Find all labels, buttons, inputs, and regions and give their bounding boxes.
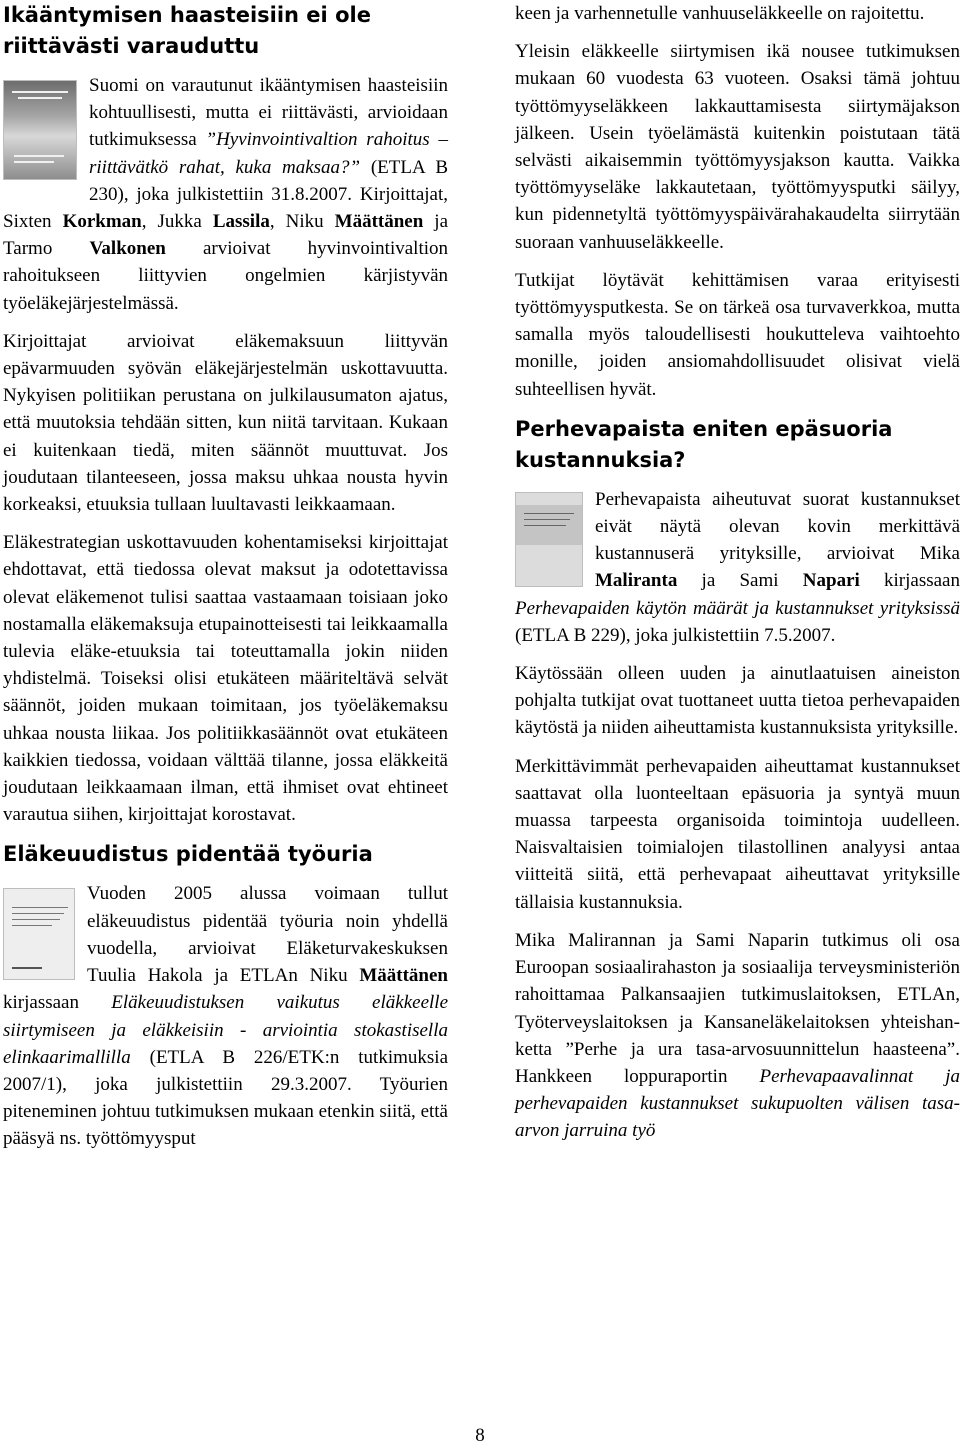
book-cover-image: [3, 80, 77, 180]
paragraph-continuation: keen ja varhennetulle vanhuuseläkkeelle on rajoitettu.: [515, 3, 925, 24]
paragraph-pension-uncertainty: Kirjoittajat arvioivat eläkemaksuun liittyvän epävarmuuden syövän eläkejärjestelmän uskottavuutta. Nykyisen politiikan perustana on julkilausumaton ajatus, että muutoksia tehdään sitten, kun niitä tarvitaan. Kukaan ei kuitenkaan tiedä, miten säännöt muuttuvat. Jos joudutaan tilanteeseen, jossa maksu uhkaa nousta hyvin korkeaksi, etuuksia tullaan luultavasti leikkaamaan.: [3, 330, 448, 516]
book-cover-image: [3, 888, 75, 980]
book-cover-image: [515, 492, 583, 587]
paragraph-indirect-costs: Merkittävimmät perhevapaiden aiheuttamat kustannukset saattavat olla luonteeltaan epäsuoria ja syntyä muun muassa tarpeesta organisoida toimintoja uudelleen. Naisvaltaisien toimialojen tilastollinen analyysi antaa viitteitä siitä, että perhevapaat aiheuttavat yrityksille tällaisia kustannuksia.: [515, 755, 960, 913]
right-column: [515, 0, 960, 1156]
paragraph-ageing-intro: Suomi on varautunut ikääntymisen haasteisiin kohtuullisesti, mutta ei riittävästi, arvioidaan tutkimuksessa ”Hyvinvointivaltion rahoitus – riittävätkö rahat, kuka maksaa?” (ETLA B 230), joka julkistettiin 31.8.2007. Kirjoittajat, Sixten Korkman, Jukka Lassila, Niku Määttänen ja Tarmo Valkonen arvioivat hyvinvointivaltion rahoitukseen liittyvien ongelmien kärjistyvän työeläkejärjestelmässä.: [3, 75, 449, 314]
author-name: Lassila: [212, 211, 270, 233]
paragraph-pension-strategy: Eläkestrategian uskottavuuden kohentamiseksi kirjoittajat ehdottavat, että tiedossa olevat maksut ja odotettavissa olevat eläkemenot tulisi saattaa vastaamaan toisiaan joko nostamalla eläkemaksuja etupainotteisesti tai leikkaamalla tulevia eläke-etuuksia tai toteuttamalla jokin niiden yhdistelmä. Toiseksi olisi etukäteen määriteltävä selvät säännöt, joiden mukaan toimitaan, jos työeläkemaksu uhkaa nousta liikaa. Jos politiikkasäännöt ovat etukäteen kaikkien tiedossa, voidaan välttää tilanne, jossa eläkkeitä joudutaan leikkaamaan ilman, että ihmiset ovat ehtineet varautua siihen, kirjoittajat korostavat.: [3, 532, 448, 826]
author-name: Valkonen: [89, 238, 166, 260]
heading-pension-reform: Eläkeuudistus pidentää työuria: [3, 842, 373, 867]
left-column: [3, 0, 448, 1164]
book-title: Eläkeuudistuksen vaikutus eläkkeelle siirtymiseen ja eläkkeisiin - arviointia stokastisella elinkaarimallilla: [3, 992, 448, 1068]
author-name: Maliranta: [595, 570, 678, 592]
page-number: 8: [475, 1425, 485, 1446]
paragraph-retirement-age: Yleisin eläkkeelle siirtymisen ikä nousee tutkimuksen mukaan 60 vuodesta 63 vuoteen. Osaksi tämä johtuu työttömyyseläkkeen lakkauttamisesta siirtymäjakson jälkeen. Usein työelämästä kuitenkin poistutaan tätä selvästi aikaisemmin työttömyysjakson kautta. Vaikka työttömyyseläke lakkautetaan, työttömyysputki säilyy, kun pidennetyltä työttömyyspäivärahakaudelta siirrytään suoraan vanhuuseläkkeelle.: [515, 41, 960, 253]
paragraph-unemployment-tube: Tutkijat löytävät kehittämisen varaa erityisesti työttömyysputkesta. Se on tärkeä osa turvaverkkoa, mutta samalla myös taloudellisesti houkutteleva vaihtoehto monille, joiden ansiomahdollisuudet olisivat vielä suhteellisen hyvät.: [515, 269, 960, 400]
paragraph-research-project: Mika Malirannan ja Sami Naparin tutkimus oli osa Euroopan sosiaalirahaston ja sosiaalija terveysministeriön rahoittamaa Palkansaajien tutkimuslaitoksen, ETLAn, Työterveyslaitoksen ja Kansaneläkelaitoksen yhteishanketta ”Perhe ja ura tasa-arvosuunnittelun haasteena”. Hankkeen loppuraportin Perhevapaavalinnat ja perhevapaiden kustannukset sukupuolten välisen tasa-arvon jarruina työ: [515, 929, 960, 1142]
book-title: Perhevapaavalinnat ja perhevapaiden kustannukset sukupuolten välisen tasa-arvon jarruina työ: [515, 1065, 960, 1142]
author-name: Korkman: [62, 211, 142, 233]
paragraph-family-leave-intro: Perhevapaista aiheutuvat suorat kustannukset eivät näytä olevan kovin merkittävä kustannuserä yrityksille, arvioivat Mika Maliranta ja Sami Napari kirjassaan Perhevapaiden käytön määrät ja kustannukset yrityksissä (ETLA B 229), joka julkistettiin 7.5.2007.: [515, 488, 960, 646]
paragraph-new-data: Käytössään olleen uuden ja ainutlaatuisen aineiston pohjalta tutkijat ovat tuottaneet uutta tietoa perhevapaiden käytöstä ja niiden aiheuttamista kustannuksista yrityksille.: [515, 663, 960, 739]
author-name: Napari: [802, 570, 860, 592]
heading-family-leave: Perhevapaista eniten epäsuoria kustannuksia?: [515, 416, 893, 472]
book-title: Perhevapaiden käytön määrät ja kustannukset yrityksissä: [515, 597, 960, 619]
author-name: Määttänen: [334, 211, 424, 233]
author-name: Määttänen: [359, 965, 448, 987]
paragraph-pension-reform: Vuoden 2005 alussa voimaan tullut eläkeuudistus pidentää työuria noin yhdellä vuodella, arvioivat Eläketurvakeskuksen Tuulia Hakola ja ETLAn Niku Määttänen kirjassaan Eläkeuudistuksen vaikutus eläkkeelle siirtymiseen ja eläkkeisiin - arviointia stokastisella elinkaarimallilla (ETLA B 226/ETK:n tutkimuksia 2007/1), joka julkistettiin 29.3.2007. Työurien piteneminen johtuu tutkimuksen mukaan etenkin siitä, että pääsyä ns. työttömyysput: [3, 883, 448, 1150]
heading-ageing: Ikääntymisen haasteisiin ei ole riittävästi varauduttu: [3, 3, 371, 58]
book-title: ”Hyvinvointivaltion rahoitus – riittävätkö rahat, kuka maksaa?”: [89, 129, 448, 178]
